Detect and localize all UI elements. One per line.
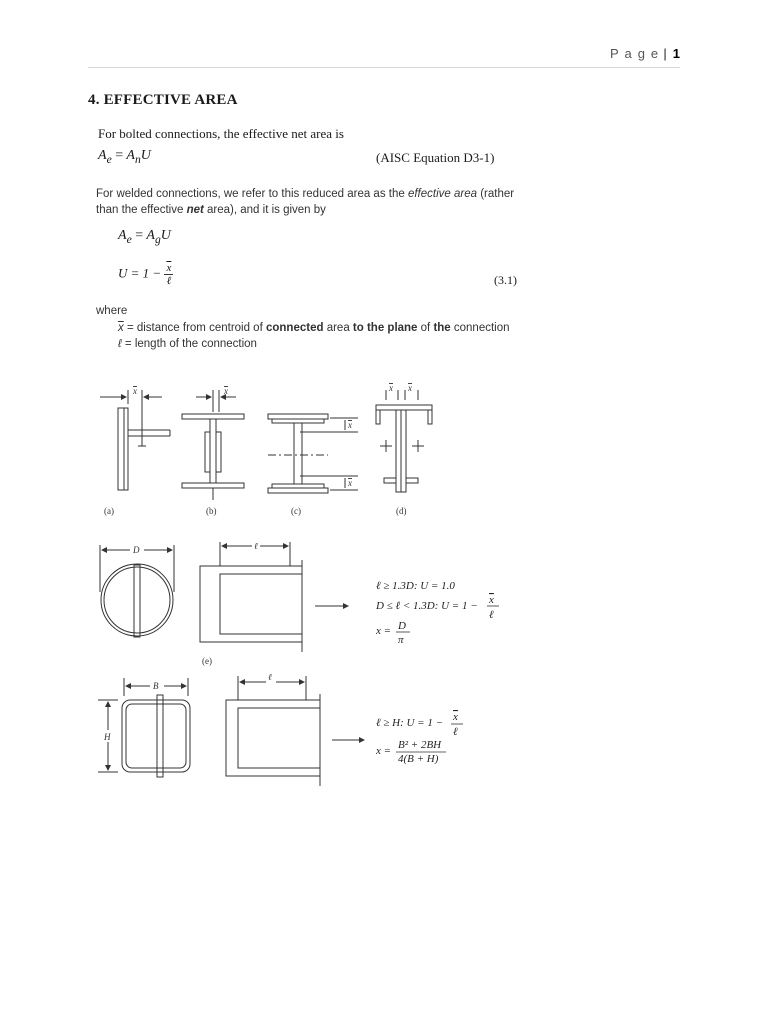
text-run: area), and it is given by xyxy=(203,204,326,216)
fraction-denominator: ℓ xyxy=(166,275,172,287)
emphasis-text: effective area xyxy=(407,188,477,200)
figure-b-wide-flange xyxy=(182,390,244,500)
eq-subscript: e xyxy=(106,152,112,166)
equation-reference: (AISC Equation D3-1) xyxy=(376,150,495,165)
text-run: = distance from centroid of xyxy=(123,322,266,334)
ell-symbol: ℓ xyxy=(118,338,122,350)
pipe-formula-3: x = xyxy=(376,625,392,637)
label-b: (b) xyxy=(206,506,217,516)
eq-subscript: e xyxy=(126,232,132,246)
equals-sign: = xyxy=(135,228,144,243)
dim-xbar-d-left: x xyxy=(389,383,393,393)
pipe-formula-1: ℓ ≥ 1.3D: U = 1.0 xyxy=(376,580,455,592)
equation-number: (3.1) xyxy=(494,273,517,287)
dim-B: B xyxy=(153,681,159,691)
tube-frac-num: x xyxy=(453,711,458,723)
eq-subscript: n xyxy=(134,152,141,166)
equals-sign: = xyxy=(115,148,124,163)
pipe-frac-den: ℓ xyxy=(489,609,494,621)
tube-formula-2: x = xyxy=(376,745,392,757)
pipe-formula-2: D ≤ ℓ < 1.3D: U = 1 − xyxy=(376,600,478,612)
text-run: = length of the connection xyxy=(121,338,257,350)
dim-xbar-c-top: x xyxy=(348,420,352,430)
text-run: connection xyxy=(450,322,510,334)
page-separator: | xyxy=(663,46,668,61)
figure-d-channels xyxy=(376,390,432,492)
tube-xbar-den: 4(B + H) xyxy=(398,753,439,765)
fraction-numerator: $\overline{x}$ xyxy=(166,262,172,274)
figure-a-angle xyxy=(100,390,170,490)
pipe-xbar-den: π xyxy=(398,634,404,646)
dim-xbar-a: x xyxy=(133,386,137,396)
pipe-frac-num: x xyxy=(489,594,494,606)
label-a: (a) xyxy=(104,506,114,516)
figure-tube xyxy=(98,678,190,777)
eq-symbol: A xyxy=(146,228,155,243)
page-label: P a g e xyxy=(610,46,660,61)
dim-l-tube: ℓ xyxy=(268,672,272,682)
section-title: 4. EFFECTIVE AREA xyxy=(88,92,238,108)
text-run: area xyxy=(323,322,353,334)
page-number: 1 xyxy=(672,46,680,61)
text-run: connected xyxy=(265,322,324,334)
xbar-symbol: $\overline{x}$ xyxy=(118,322,124,334)
figure-c-w-shape xyxy=(268,414,358,493)
dim-xbar-b: x xyxy=(224,386,228,396)
dim-xbar-c-bottom: x xyxy=(348,478,352,488)
label-e: (e) xyxy=(202,656,212,666)
text-run: (rather than the effective xyxy=(96,188,515,216)
eq-symbol: A xyxy=(118,228,127,243)
eq-text: U = 1 − xyxy=(118,265,162,281)
dim-D: D xyxy=(133,545,140,555)
eq-symbol: U xyxy=(160,228,171,243)
where-label: where xyxy=(96,305,128,317)
text-run: of xyxy=(417,322,434,334)
text-run: For welded connections, we refer to this reduced area as the xyxy=(96,188,408,200)
figure-e-pipe-elevation xyxy=(200,542,348,652)
tube-frac-den: ℓ xyxy=(453,726,458,738)
eq-symbol: A xyxy=(126,148,135,163)
text-run: the xyxy=(433,322,451,334)
dim-xbar-d-right: x xyxy=(408,383,412,393)
dim-H: H xyxy=(104,732,111,742)
eq-symbol: U xyxy=(140,148,151,163)
eq-symbol: A xyxy=(98,148,107,163)
emphasis-text: net xyxy=(186,204,204,216)
figure-tube-elevation xyxy=(226,676,364,786)
tube-formula-1: ℓ ≥ H: U = 1 − xyxy=(376,717,444,729)
text-run: to the plane xyxy=(352,322,418,334)
label-c: (c) xyxy=(291,506,301,516)
dim-l-pipe: ℓ xyxy=(254,541,258,551)
figure-e-pipe xyxy=(100,545,174,637)
tube-xbar-num: B² + 2BH xyxy=(398,739,442,751)
pipe-xbar-num: D xyxy=(398,620,406,632)
bolted-intro: For bolted connections, the effective net area is xyxy=(98,126,344,141)
eq-subscript: g xyxy=(154,232,161,246)
label-d: (d) xyxy=(396,506,407,516)
